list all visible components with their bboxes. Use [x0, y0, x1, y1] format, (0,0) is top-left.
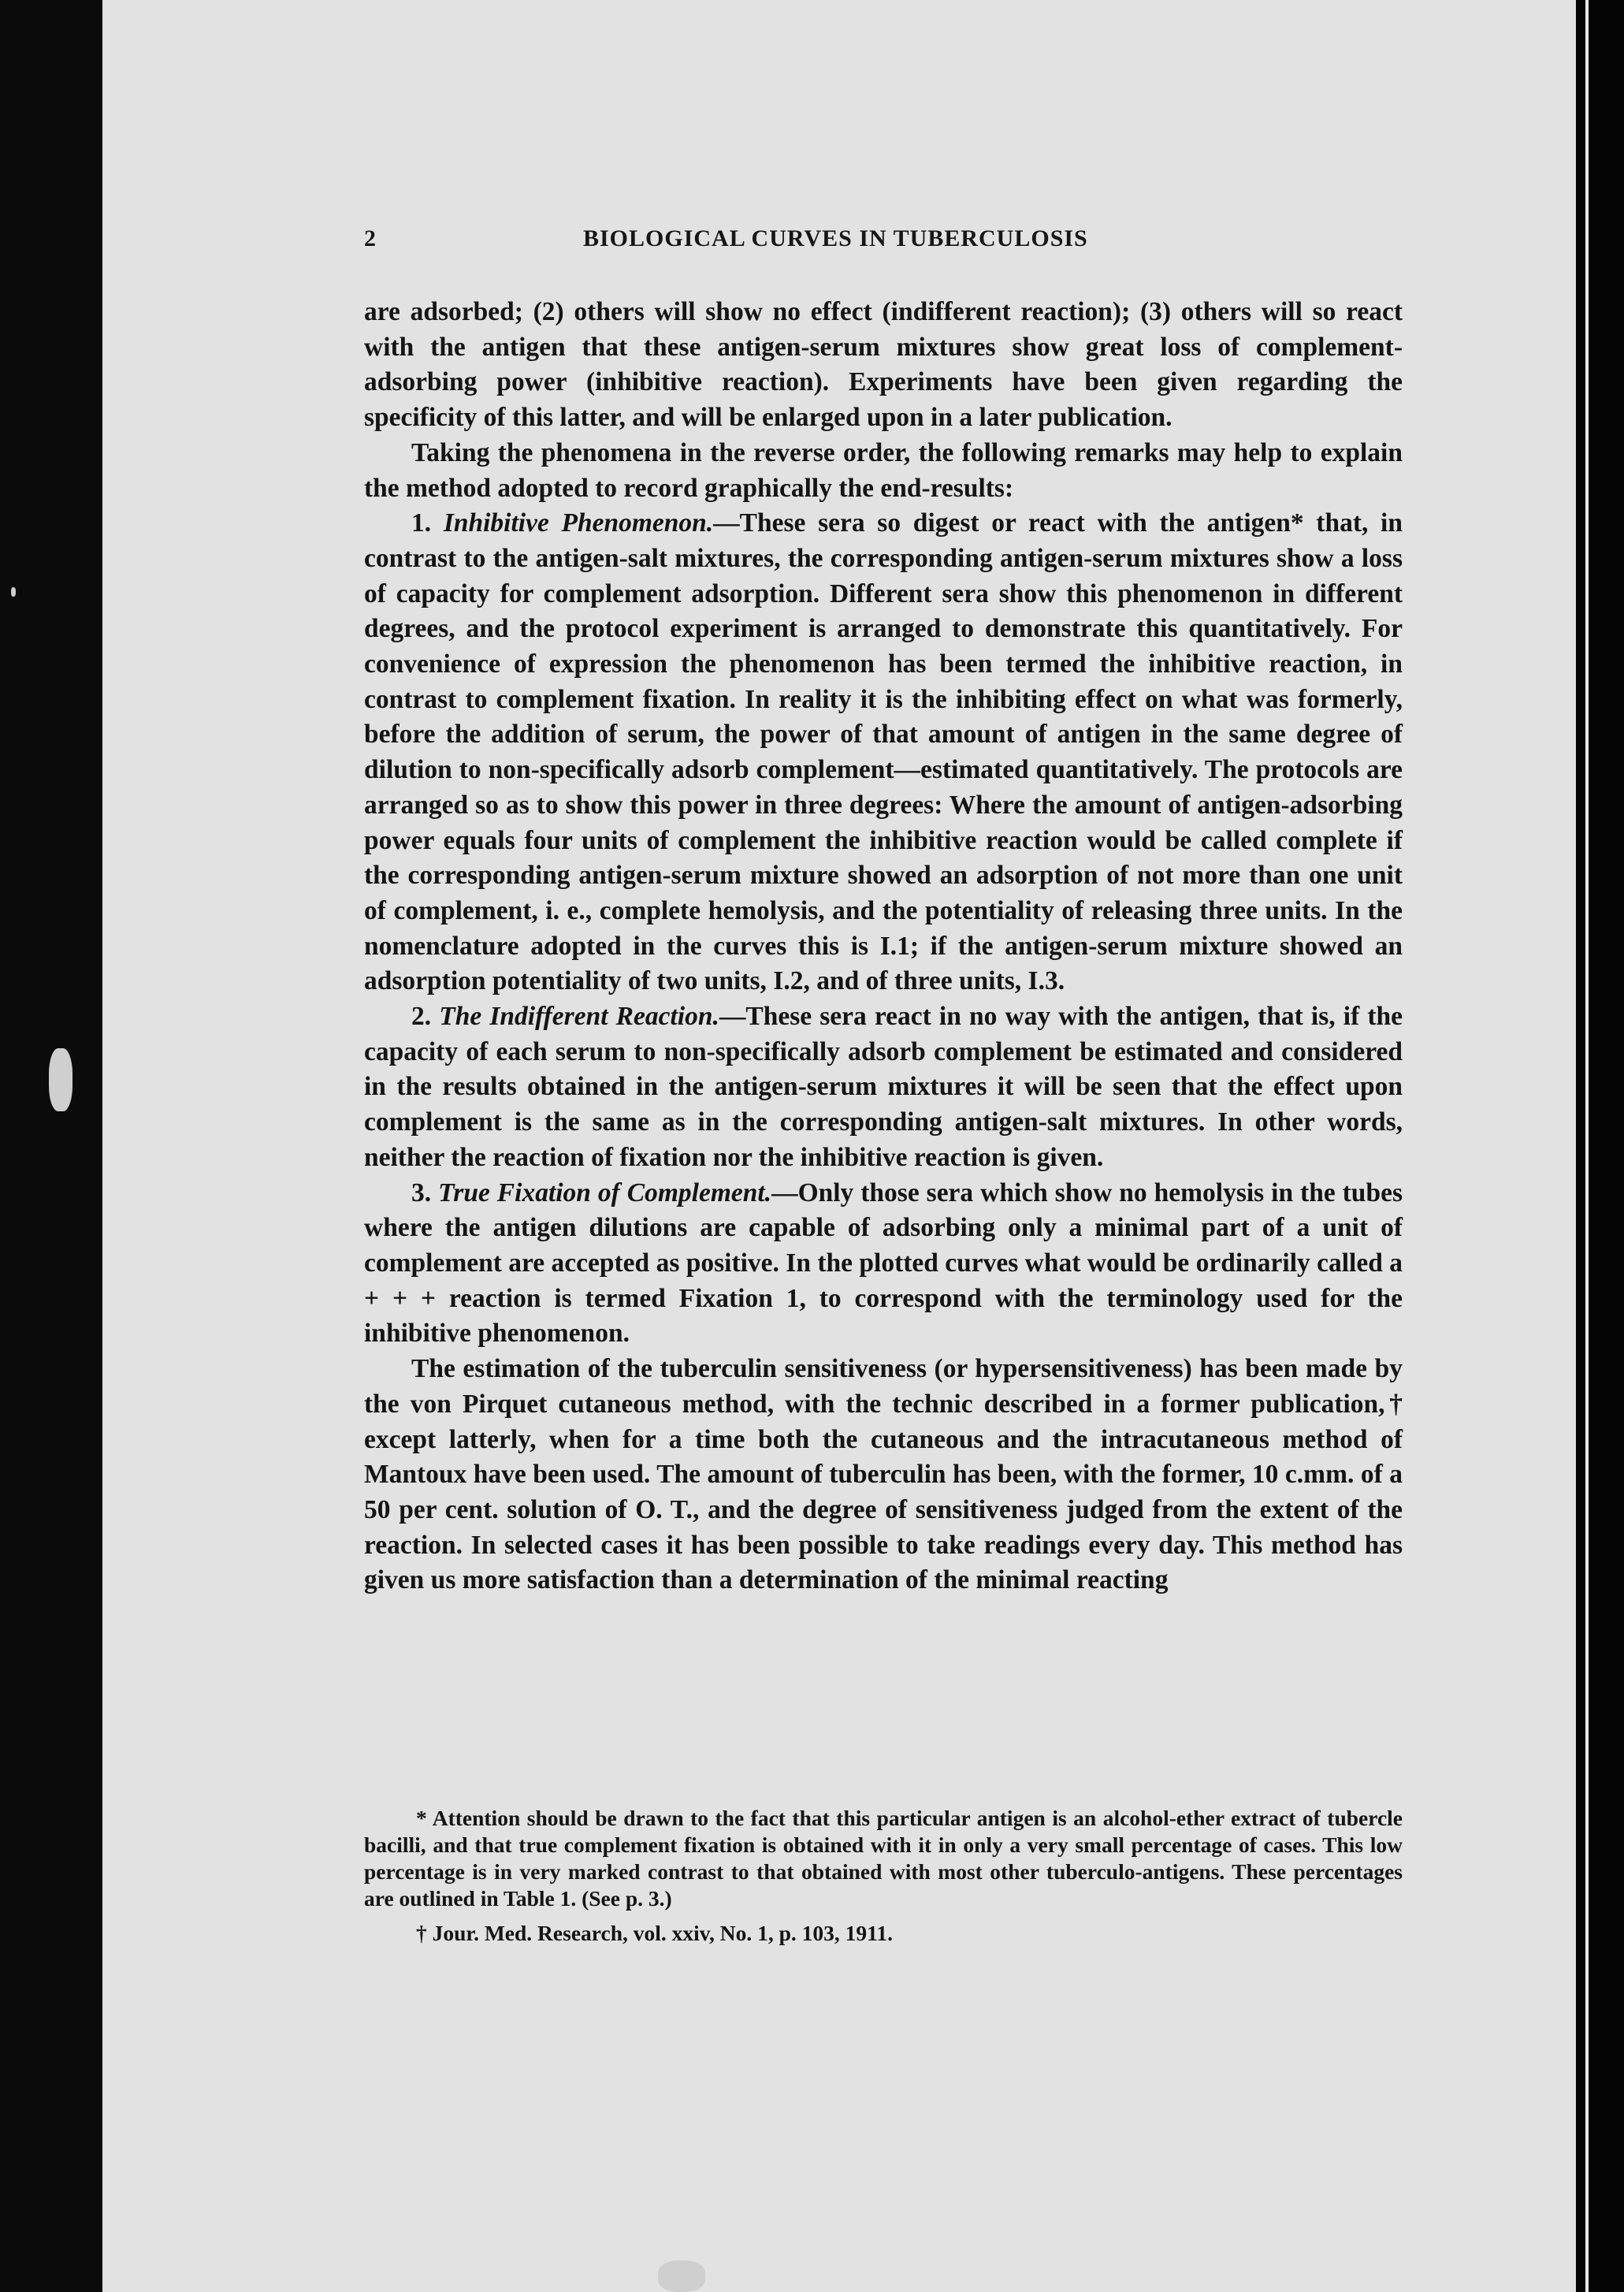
- paragraph-text: —These sera so digest or react with the antigen* that, in contrast to the antigen-salt mixtures, the corresponding antigen-serum mixtures show a loss of capacity for complement adsorption. Different sera show this phenomenon in different degrees, and the protocol experiment is arranged to demonstrate this quantitatively. For convenience of expression the phenomenon has been termed the inhibitive reaction, in contrast to complement fixation. In reality it is the inhibiting effect on what was formerly, before the addition of serum, the power of that amount of antigen in the same degree of dilution to non-specifically adsorb complement—estimated quantitatively. The protocols are arranged so as to show this power in three degrees: Where the amount of antigen-adsorbing power equals four units of complement the inhibitive reaction would be called complete if the corresponding antigen-serum mixture showed an adsorption of not more than one unit of complement, i. e., complete hemolysis, and the potentiality of releasing three units. In the nomenclature adopted in the curves this is I.1; if the antigen-serum mixture showed an adsorption potentiality of two units, I.2, and of three units, I.3.: [364, 508, 1403, 996]
- paragraph: [364, 1176, 1403, 1353]
- page-header: [364, 225, 1404, 265]
- scan-speck: [11, 587, 16, 597]
- paragraph-text: Taking the phenomena in the reverse order, the following remarks may help to explain the method adopted to record graphically the end-results:: [364, 437, 1403, 503]
- scan-speck: [49, 1048, 72, 1111]
- item-heading: Inhibitive Phenomenon.: [443, 508, 714, 538]
- paragraph-text: The estimation of the tuberculin sensitiveness (or hypersensitiveness) has been made by the von Pirquet cutaneous method, with the technic described in a former publication,† except latterly, when for a time both the cutaneous and the intracutaneous method of Mantoux have been used. The amount of tuberculin has been, with the former, 10 c.mm. of a 50 per cent. solution of O. T., and the degree of sensitiveness judged from the extent of the reaction. In selected cases it has been possible to take readings every day. This method has given us more satisfaction than a determination of the minimal reacting: [364, 1354, 1403, 1595]
- item-number: 1.: [411, 508, 432, 538]
- running-head: BIOLOGICAL CURVES IN TUBERCULOSIS: [583, 225, 1088, 251]
- paragraph: [364, 999, 1403, 1176]
- scan-edge: [1576, 0, 1624, 2292]
- page-edge-rule: [1585, 0, 1589, 2292]
- paragraph: [364, 1352, 1403, 1598]
- body-text: [364, 295, 1403, 1598]
- footnote: * Attention should be drawn to the fact that this particular antigen is an alcohol-ether extract of tubercle bacilli, and that true complement fixation is obtained with it in only a very small percentage of cases. This low percentage is in very marked contrast to that obtained with most other tuberculo-antigens. These percentages are outlined in Table 1. (See p. 3.): [364, 1806, 1403, 1911]
- item-heading: True Fixation of Complement.: [438, 1178, 772, 1207]
- scan-speck: [658, 2260, 705, 2292]
- item-number: 3.: [411, 1178, 432, 1207]
- paragraph-text: —Only those sera which show no hemolysis in the tubes where the antigen dilutions are capable of adsorbing only a minimal part of a unit of complement are accepted as positive. In the plotted curves what would be ordinarily called a + + + reaction is termed Fixation 1, to correspond with the terminology used for the inhibitive phenomenon.: [364, 1178, 1403, 1349]
- paragraph: [364, 295, 1403, 436]
- paragraph: [364, 436, 1403, 506]
- paragraph-text: —These sera react in no way with the antigen, that is, if the capacity of each serum to non-specifically adsorb complement be estimated and considered in the results obtained in the antigen-serum mixtures it will be seen that the effect upon complement is the same as in the corresponding antigen-salt mixtures. In other words, neither the reaction of fixation nor the inhibitive reaction is given.: [364, 1002, 1403, 1172]
- paragraph: [364, 506, 1403, 999]
- item-number: 2.: [411, 1002, 432, 1032]
- paragraph-text: are adsorbed; (2) others will show no effect (indifferent reaction); (3) others will so react with the antigen that these antigen-serum mixtures show great loss of complement-adsorbing power (inhibitive reaction). Experiments have been given regarding the specificity of this latter, and will be enlarged upon in a later publication.: [364, 297, 1403, 433]
- footnotes: [364, 1805, 1403, 1947]
- page-number: 2: [364, 225, 377, 251]
- item-heading: The Indifferent Reaction.: [439, 1002, 719, 1032]
- footnote: † Jour. Med. Research, vol. xxiv, No. 1, p. 103, 1911.: [416, 1921, 894, 1945]
